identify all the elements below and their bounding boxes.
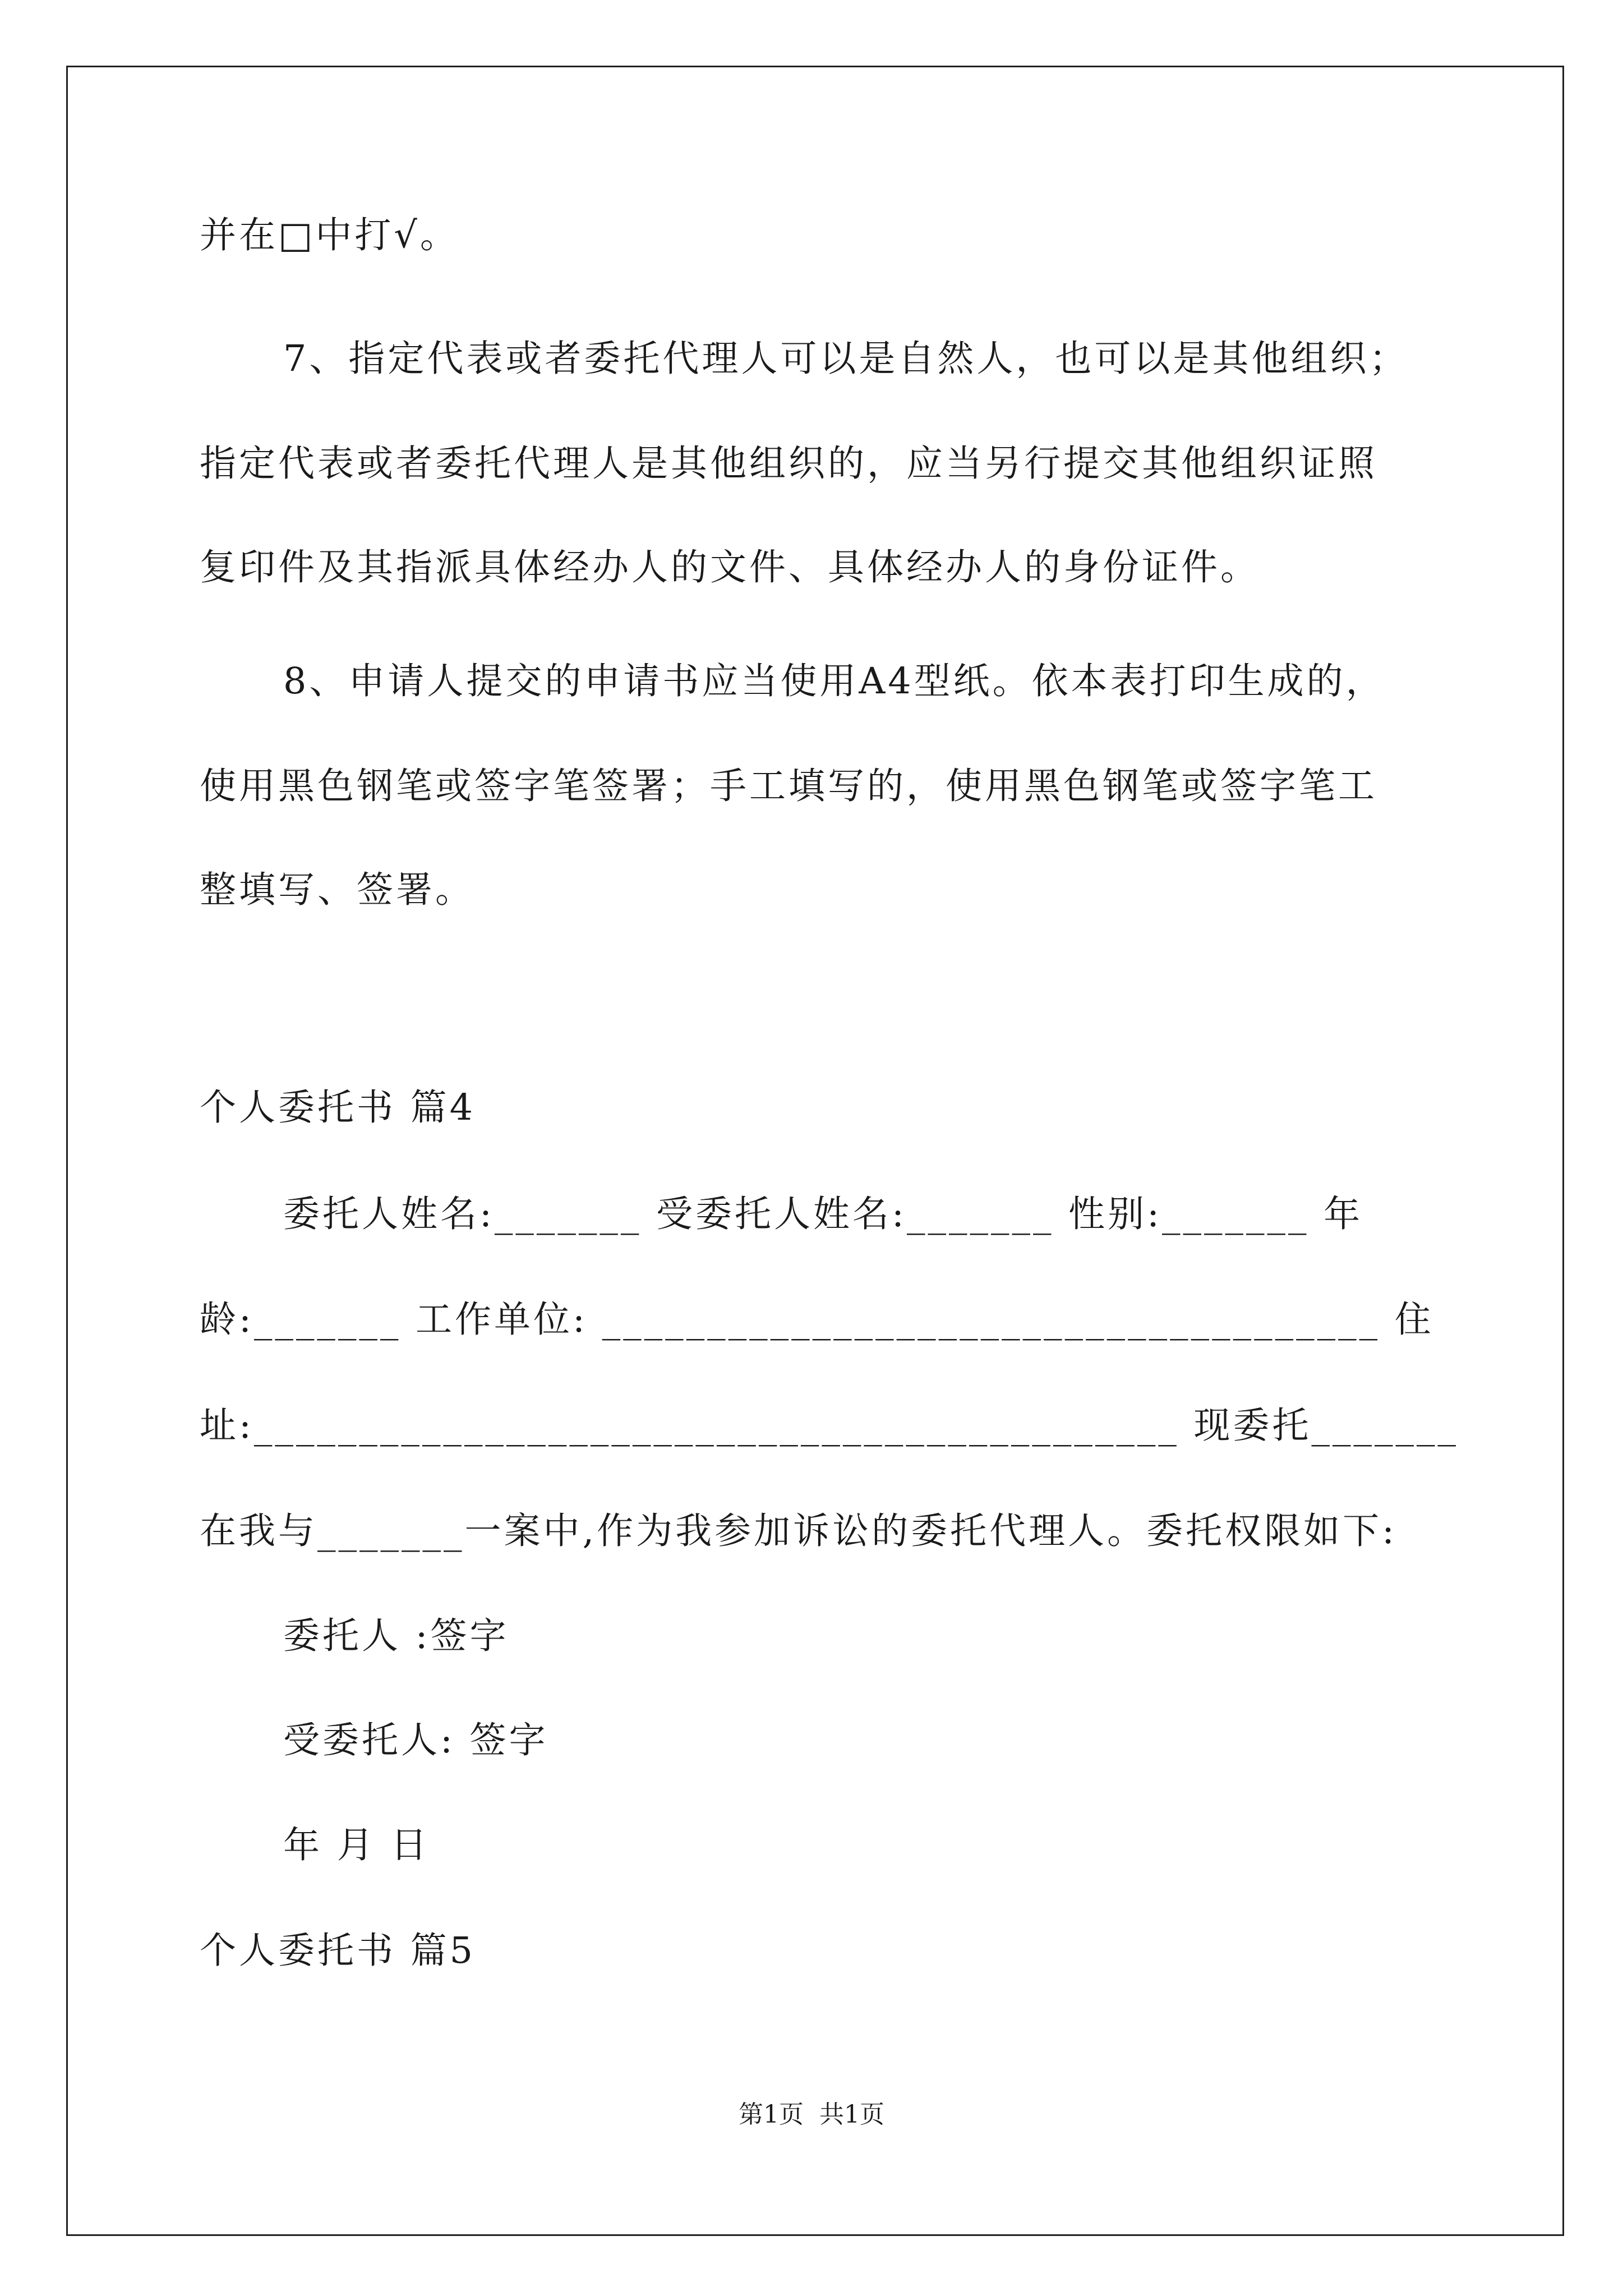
item-8-line-1: 8、申请人提交的申请书应当使用A4型纸。依本表打印生成的， bbox=[283, 660, 1385, 702]
section-4-heading: 个人委托书 篇4 bbox=[200, 1087, 476, 1129]
page-border bbox=[66, 66, 1564, 2236]
section-4-line-1: 委托人姓名:_______ 受委托人姓名:_______ 性别:_______ 年 bbox=[283, 1193, 1363, 1235]
page-footer: 第1页 共1页 bbox=[739, 2100, 884, 2129]
section-4-line-3: 址:____________________________________________ 现委托_______ bbox=[200, 1405, 1459, 1447]
paragraph-line: 并在□中打√。 bbox=[200, 214, 459, 256]
section-4-line-2: 龄:_______ 工作单位: _____________________________________ 住 bbox=[200, 1299, 1434, 1341]
section-4-line-4: 在我与_______一案中,作为我参加诉讼的委托代理人。委托权限如下: bbox=[200, 1510, 1398, 1552]
item-7-line-2: 指定代表或者委托代理人是其他组织的，应当另行提交其他组织证照 bbox=[200, 443, 1378, 485]
item-7-line-3: 复印件及其指派具体经办人的文件、具体经办人的身份证件。 bbox=[200, 546, 1260, 588]
item-7-line-1: 7、指定代表或者委托代理人可以是自然人，也可以是其他组织； bbox=[283, 338, 1409, 380]
agent-signature-line: 受委托人: 签字 bbox=[283, 1719, 548, 1761]
item-8-line-3: 整填写、签署。 bbox=[200, 869, 475, 911]
section-5-heading: 个人委托书 篇5 bbox=[200, 1930, 476, 1972]
item-8-line-2: 使用黑色钢笔或签字笔签署；手工填写的，使用黑色钢笔或签字笔工 bbox=[200, 765, 1378, 807]
principal-signature-line: 委托人 :签字 bbox=[283, 1615, 509, 1657]
date-line: 年 月 日 bbox=[283, 1824, 430, 1866]
